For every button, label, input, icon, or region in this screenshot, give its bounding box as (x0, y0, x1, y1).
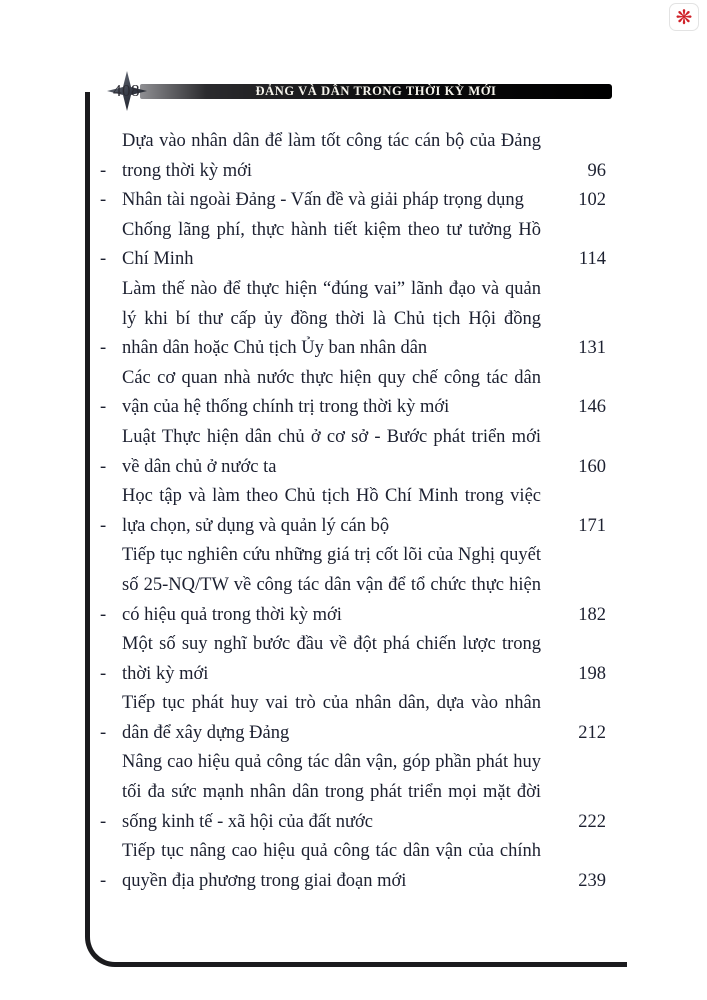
flower-glyph: ❋ (675, 5, 693, 29)
toc-dash: - (100, 249, 107, 270)
toc-dash: - (100, 190, 107, 211)
toc-dash: - (100, 397, 107, 418)
toc-entry-title: Luật Thực hiện dân chủ ở cơ sở - Bước phát triển mới về dân chủ ở nước ta (122, 426, 541, 477)
toc-entry-title: Chống lãng phí, thực hành tiết kiệm theo tư tưởng Hồ Chí Minh (122, 219, 541, 270)
chapter-header-bar (140, 84, 612, 99)
toc-entry-title: Tiếp tục nghiên cứu những giá trị cốt lõi của Nghị quyết số 25-NQ/TW về công tác dân vận để tổ chức thực hiện có hiệu quả trong thời kỳ mới (122, 545, 541, 625)
book-title: ĐẢNG VÀ DÂN TRONG THỜI KỲ MỚI (255, 84, 497, 98)
toc-entry (100, 689, 606, 748)
toc-dash: - (100, 456, 107, 477)
toc-entry-title: Tiếp tục phát huy vai trò của nhân dân, dựa vào nhân dân để xây dựng Đảng (122, 693, 541, 743)
toc-entry (100, 630, 606, 689)
toc-entry-title: Dựa vào nhân dân để làm tốt công tác cán bộ của Đảng trong thời kỳ mới (122, 131, 541, 181)
page-number: 408 (113, 81, 140, 100)
toc-entry-page: 182 (578, 604, 606, 625)
toc-dash: - (100, 722, 107, 743)
toc-entry-title: Các cơ quan nhà nước thực hiện quy chế công tác dân vận của hệ thống chính trị trong thời kỳ mới (122, 367, 541, 418)
toc-entry-page: 146 (578, 397, 606, 418)
toc-entry (100, 482, 606, 541)
toc-entry-page: 171 (578, 515, 606, 536)
toc-entry (100, 423, 606, 482)
toc-entry (100, 216, 606, 275)
toc-dash: - (100, 160, 107, 181)
toc-entry-title: Tiếp tục nâng cao hiệu quả công tác dân vận của chính quyền địa phương trong giai đoạn mới (122, 841, 541, 891)
toc-entry-page: 102 (578, 190, 606, 211)
toc-entry (100, 275, 606, 364)
toc-entry-page: 131 (578, 338, 606, 359)
toc-entry-title: Làm thế nào để thực hiện “đúng vai” lãnh đạo và quản lý khi bí thư cấp ủy đồng thời là Chủ tịch Hội đồng nhân dân hoặc Chủ tịch Ủy ban nhân dân (122, 278, 541, 359)
toc-dash: - (100, 604, 107, 625)
toc-dash: - (100, 870, 107, 891)
toc-entry-title: Một số suy nghĩ bước đầu về đột phá chiến lược trong thời kỳ mới (122, 634, 541, 684)
toc-entry (100, 748, 606, 837)
toc-entry (100, 364, 606, 423)
toc-dash: - (100, 515, 107, 536)
toc-entry-page: 239 (578, 870, 606, 891)
toc-entry (100, 837, 606, 896)
red-flower-icon (669, 3, 699, 31)
toc-entry-page: 96 (587, 160, 606, 181)
toc-entry-page: 212 (578, 722, 606, 743)
toc-entry-page: 160 (578, 456, 606, 477)
toc-entry-title: Nâng cao hiệu quả công tác dân vận, góp phần phát huy tối đa sức mạnh nhân dân trong phát triển mọi mặt đời sống kinh tế - xã hội của đất nước (122, 752, 541, 832)
toc-dash: - (100, 811, 107, 832)
toc-dash: - (100, 338, 107, 359)
toc-entry-page: 114 (578, 249, 606, 270)
toc-dash: - (100, 663, 107, 684)
toc-entry-page: 222 (578, 811, 606, 832)
toc-entry-title: Nhân tài ngoài Đảng - Vấn đề và giải pháp trọng dụng (122, 190, 524, 211)
toc-entry (100, 186, 606, 216)
toc-entry-page: 198 (578, 663, 606, 684)
table-of-contents (100, 127, 606, 896)
toc-entry-title: Học tập và làm theo Chủ tịch Hồ Chí Minh trong việc lựa chọn, sử dụng và quản lý cán bộ (122, 486, 541, 536)
toc-entry (100, 541, 606, 630)
toc-entry (100, 127, 606, 186)
